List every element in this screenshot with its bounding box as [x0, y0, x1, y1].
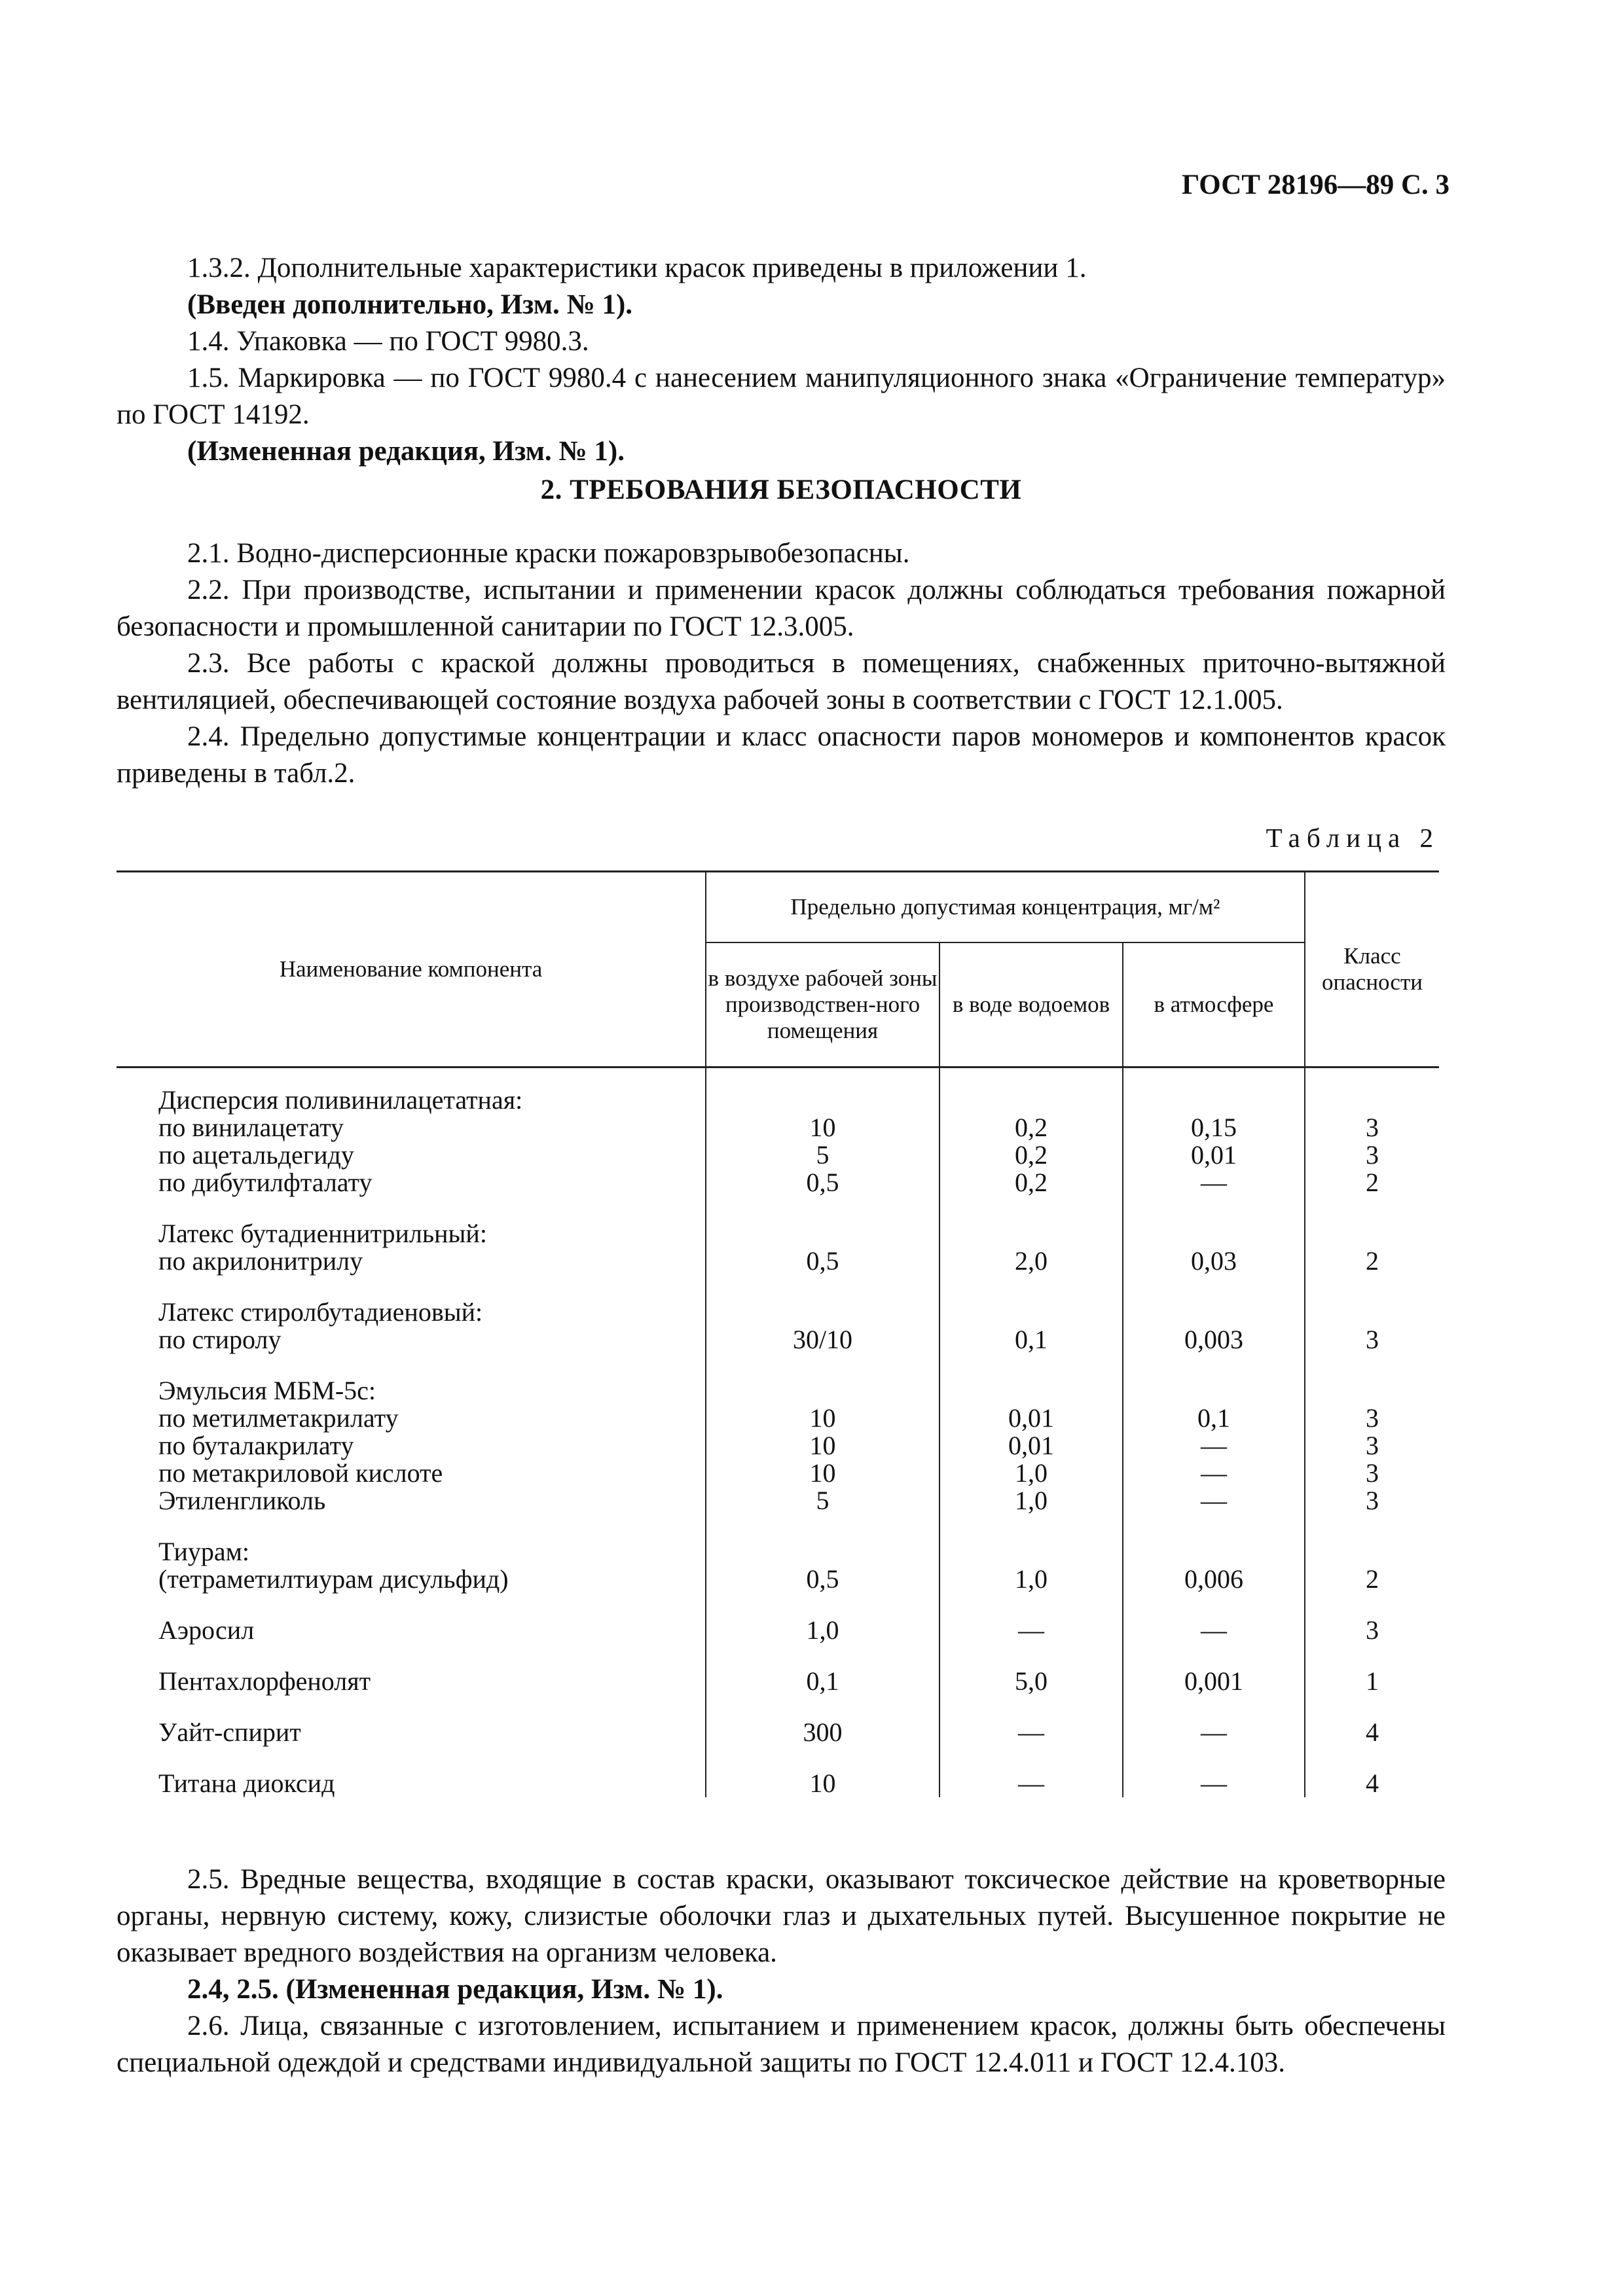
spacer-cell: [706, 1275, 939, 1299]
value-water: —: [939, 1719, 1123, 1746]
value-atmosphere: —: [1123, 1719, 1305, 1746]
empty-cell: [939, 1299, 1123, 1326]
empty-cell: [706, 1067, 939, 1115]
spacer-cell: [706, 1196, 939, 1220]
spacer-cell: [117, 1354, 706, 1377]
table-row: [117, 1169, 1439, 1196]
spacer-cell: [706, 1354, 939, 1377]
paragraph: 2.4, 2.5. (Измененная редакция, Изм. № 1).: [187, 1974, 723, 2005]
spacer-cell: [117, 1746, 706, 1770]
table-row: [117, 1326, 1439, 1354]
component-name: по метакриловой кислоте: [158, 1458, 443, 1488]
value-air-work-zone: 30/10: [706, 1326, 939, 1354]
value-air-work-zone: 5: [706, 1141, 939, 1169]
group-title-row: [117, 1220, 1439, 1247]
paragraph: (Измененная редакция, Изм. № 1).: [187, 436, 625, 467]
value-water: 0,01: [939, 1432, 1123, 1460]
spacer-row: [117, 1354, 1439, 1377]
spacer-cell: [939, 1275, 1123, 1299]
value-hazard-class: 2: [1305, 1566, 1439, 1593]
value-hazard-class: 3: [1305, 1326, 1439, 1354]
concentration-table: [117, 870, 1439, 1797]
spacer-cell: [706, 1593, 939, 1617]
spacer-cell: [1123, 1275, 1305, 1299]
value-air-work-zone: 10: [706, 1770, 939, 1797]
value-atmosphere: 0,003: [1123, 1326, 1305, 1354]
empty-cell: [1123, 1538, 1305, 1566]
value-hazard-class: 3: [1305, 1405, 1439, 1432]
component-name: по ацетальдегиду: [158, 1140, 354, 1170]
value-hazard-class: 3: [1305, 1617, 1439, 1644]
header-atmosphere: в атмосфере: [1123, 942, 1305, 1067]
paragraph: 1.5. Маркировка — по ГОСТ 9980.4 с нанесением манипуляционного знака «Ограничение температур» по ГОСТ 14192.: [117, 363, 1446, 430]
empty-cell: [1123, 1299, 1305, 1326]
value-air-work-zone: 10: [706, 1114, 939, 1141]
table-row: [117, 1432, 1439, 1460]
spacer-row: [117, 1695, 1439, 1719]
empty-cell: [706, 1538, 939, 1566]
spacer-cell: [1123, 1746, 1305, 1770]
spacer-cell: [706, 1746, 939, 1770]
empty-cell: [1305, 1220, 1439, 1247]
value-atmosphere: —: [1123, 1487, 1305, 1515]
value-atmosphere: —: [1123, 1770, 1305, 1797]
group-title: Эмульсия МБМ-5с:: [158, 1376, 376, 1405]
spacer-cell: [706, 1515, 939, 1538]
component-name: Пентахлорфенолят: [158, 1666, 371, 1696]
group-title-row: [117, 1067, 1439, 1115]
value-atmosphere: 0,01: [1123, 1141, 1305, 1169]
component-name: по буталакрилату: [158, 1431, 354, 1460]
value-water: 0,1: [939, 1326, 1123, 1354]
value-air-work-zone: 0,5: [706, 1247, 939, 1275]
value-atmosphere: —: [1123, 1460, 1305, 1487]
table-caption: Таблица 2: [1266, 823, 1440, 853]
value-hazard-class: 3: [1305, 1487, 1439, 1515]
value-air-work-zone: 10: [706, 1432, 939, 1460]
table-row: [117, 1247, 1439, 1275]
value-air-work-zone: 10: [706, 1405, 939, 1432]
spacer-cell: [1123, 1593, 1305, 1617]
empty-cell: [939, 1220, 1123, 1247]
header-hazard-class: Класс опасности: [1305, 872, 1439, 1067]
value-hazard-class: 4: [1305, 1770, 1439, 1797]
paragraph: 1.3.2. Дополнительные характеристики красок приведены в приложении 1.: [187, 253, 1087, 283]
spacer-row: [117, 1275, 1439, 1299]
table-row: [117, 1566, 1439, 1593]
spacer-cell: [1123, 1515, 1305, 1538]
value-water: 1,0: [939, 1566, 1123, 1593]
value-atmosphere: 0,03: [1123, 1247, 1305, 1275]
value-atmosphere: —: [1123, 1432, 1305, 1460]
component-name: Этиленгликоль: [158, 1486, 326, 1515]
spacer-cell: [117, 1275, 706, 1299]
paragraph: 2.4. Предельно допустимые концентрации и класс опасности паров мономеров и компонентов красок приведены в табл.2.: [117, 721, 1446, 789]
spacer-cell: [117, 1515, 706, 1538]
value-water: 1,0: [939, 1460, 1123, 1487]
value-atmosphere: —: [1123, 1169, 1305, 1196]
value-air-work-zone: 300: [706, 1719, 939, 1746]
empty-cell: [939, 1538, 1123, 1566]
spacer-row: [117, 1515, 1439, 1538]
paragraph: (Введен дополнительно, Изм. № 1).: [187, 289, 633, 320]
spacer-cell: [939, 1515, 1123, 1538]
value-hazard-class: 3: [1305, 1432, 1439, 1460]
group-title-row: [117, 1538, 1439, 1566]
table-body: [117, 1067, 1439, 1798]
value-hazard-class: 3: [1305, 1460, 1439, 1487]
spacer-cell: [939, 1196, 1123, 1220]
header-name: Наименование компонента: [117, 872, 706, 1067]
value-water: 0,2: [939, 1141, 1123, 1169]
paragraphs-section-3: [117, 1861, 1446, 2081]
spacer-cell: [1305, 1593, 1439, 1617]
component-name: (тетраметилтиурам дисульфид): [158, 1564, 509, 1594]
value-air-work-zone: 5: [706, 1487, 939, 1515]
header-air-work-zone: в воздухе рабочей зоны производствен-ного помещения: [706, 942, 939, 1067]
empty-cell: [939, 1377, 1123, 1405]
empty-cell: [1123, 1377, 1305, 1405]
paragraphs-section-2: [117, 535, 1446, 792]
spacer-cell: [117, 1593, 706, 1617]
value-water: 2,0: [939, 1247, 1123, 1275]
value-atmosphere: 0,15: [1123, 1114, 1305, 1141]
spacer-cell: [1123, 1695, 1305, 1719]
empty-cell: [1123, 1067, 1305, 1115]
spacer-cell: [939, 1354, 1123, 1377]
paragraph: 2.5. Вредные вещества, входящие в состав краски, оказывают токсическое действие на кроветворные органы, нервную систему, кожу, слизистые оболочки глаз и дыхательных путей. Высушенное покрытие не оказывает вредного воздействия на организм человека.: [117, 1864, 1446, 1968]
empty-cell: [706, 1299, 939, 1326]
group-title: Тиурам:: [158, 1537, 250, 1566]
table-row: [117, 1719, 1439, 1746]
component-name: по акрилонитрилу: [158, 1246, 363, 1276]
value-hazard-class: 3: [1305, 1114, 1439, 1141]
paragraph: 1.4. Упаковка — по ГОСТ 9980.3.: [187, 326, 589, 357]
spacer-cell: [1305, 1354, 1439, 1377]
value-atmosphere: 0,1: [1123, 1405, 1305, 1432]
spacer-row: [117, 1196, 1439, 1220]
spacer-cell: [939, 1644, 1123, 1668]
spacer-cell: [1305, 1644, 1439, 1668]
header-concentration: Предельно допустимая концентрация, мг/м²: [706, 872, 1305, 943]
value-water: 5,0: [939, 1668, 1123, 1695]
table-row: [117, 1487, 1439, 1515]
spacer-row: [117, 1593, 1439, 1617]
table-row: [117, 1405, 1439, 1432]
component-name: по винилацетату: [158, 1113, 344, 1142]
empty-cell: [1305, 1299, 1439, 1326]
spacer-cell: [117, 1695, 706, 1719]
empty-cell: [1305, 1067, 1439, 1115]
value-water: 0,2: [939, 1114, 1123, 1141]
empty-cell: [1305, 1538, 1439, 1566]
component-name: по дибутилфталату: [158, 1168, 373, 1197]
spacer-cell: [1123, 1644, 1305, 1668]
table-row: [117, 1114, 1439, 1141]
component-name: по стиролу: [158, 1325, 282, 1354]
spacer-cell: [1123, 1196, 1305, 1220]
paragraph: 2.3. Все работы с краской должны проводиться в помещениях, снабженных приточно-вытяжной вентиляцией, обеспечивающей состояние воздуха рабочей зоны в соответствии с ГОСТ 12.1.005.: [117, 648, 1446, 715]
value-hazard-class: 3: [1305, 1141, 1439, 1169]
empty-cell: [1123, 1220, 1305, 1247]
value-water: —: [939, 1770, 1123, 1797]
paragraphs-section-1: [117, 250, 1446, 470]
component-name: по метилметакрилату: [158, 1403, 399, 1433]
component-name: Уайт-спирит: [158, 1717, 301, 1747]
value-water: —: [939, 1617, 1123, 1644]
header-water: в воде водоемов: [939, 942, 1123, 1067]
value-atmosphere: 0,001: [1123, 1668, 1305, 1695]
empty-cell: [706, 1377, 939, 1405]
value-air-work-zone: 1,0: [706, 1617, 939, 1644]
spacer-cell: [1305, 1515, 1439, 1538]
spacer-cell: [1305, 1275, 1439, 1299]
empty-cell: [939, 1067, 1123, 1115]
spacer-row: [117, 1746, 1439, 1770]
table-row: [117, 1617, 1439, 1644]
value-hazard-class: 1: [1305, 1668, 1439, 1695]
value-air-work-zone: 0,1: [706, 1668, 939, 1695]
spacer-cell: [117, 1644, 706, 1668]
value-hazard-class: 4: [1305, 1719, 1439, 1746]
component-name: Титана диоксид: [158, 1768, 335, 1798]
page-header: ГОСТ 28196—89 С. 3: [1181, 170, 1450, 200]
value-atmosphere: —: [1123, 1617, 1305, 1644]
table-row: [117, 1141, 1439, 1169]
value-hazard-class: 2: [1305, 1169, 1439, 1196]
spacer-cell: [1305, 1746, 1439, 1770]
value-air-work-zone: 0,5: [706, 1169, 939, 1196]
value-atmosphere: 0,006: [1123, 1566, 1305, 1593]
spacer-cell: [1305, 1695, 1439, 1719]
spacer-cell: [939, 1593, 1123, 1617]
group-title: Латекс бутадиеннитрильный:: [158, 1219, 487, 1248]
value-water: 0,2: [939, 1169, 1123, 1196]
spacer-cell: [939, 1746, 1123, 1770]
value-air-work-zone: 0,5: [706, 1566, 939, 1593]
spacer-cell: [706, 1695, 939, 1719]
empty-cell: [1305, 1377, 1439, 1405]
group-title: Латекс стиролбутадиеновый:: [158, 1297, 483, 1327]
spacer-cell: [706, 1644, 939, 1668]
spacer-cell: [117, 1196, 706, 1220]
spacer-row: [117, 1644, 1439, 1668]
value-water: 0,01: [939, 1405, 1123, 1432]
group-title: Дисперсия поливинилацетатная:: [158, 1085, 523, 1115]
table-row: [117, 1460, 1439, 1487]
table-row: [117, 1770, 1439, 1797]
value-hazard-class: 2: [1305, 1247, 1439, 1275]
value-water: 1,0: [939, 1487, 1123, 1515]
value-air-work-zone: 10: [706, 1460, 939, 1487]
spacer-cell: [1123, 1354, 1305, 1377]
spacer-cell: [1305, 1196, 1439, 1220]
paragraph: 2.6. Лица, связанные с изготовлением, испытанием и применением красок, должны быть обеспечены специальной одеждой и средствами индивидуальной защиты по ГОСТ 12.4.011 и ГОСТ 12.4.103.: [117, 2011, 1446, 2078]
component-name: Аэросил: [158, 1615, 255, 1645]
paragraph: 2.2. При производстве, испытании и применении красок должны соблюдаться требования пожарной безопасности и промышленной санитарии по ГОСТ 12.3.005.: [117, 575, 1446, 642]
group-title-row: [117, 1299, 1439, 1326]
paragraph: 2.1. Водно-дисперсионные краски пожаровзрывобезопасны.: [187, 538, 910, 569]
table-row: [117, 1668, 1439, 1695]
empty-cell: [706, 1220, 939, 1247]
section-title: 2. ТРЕБОВАНИЯ БЕЗОПАСНОСТИ: [540, 475, 1022, 505]
group-title-row: [117, 1377, 1439, 1405]
spacer-cell: [939, 1695, 1123, 1719]
